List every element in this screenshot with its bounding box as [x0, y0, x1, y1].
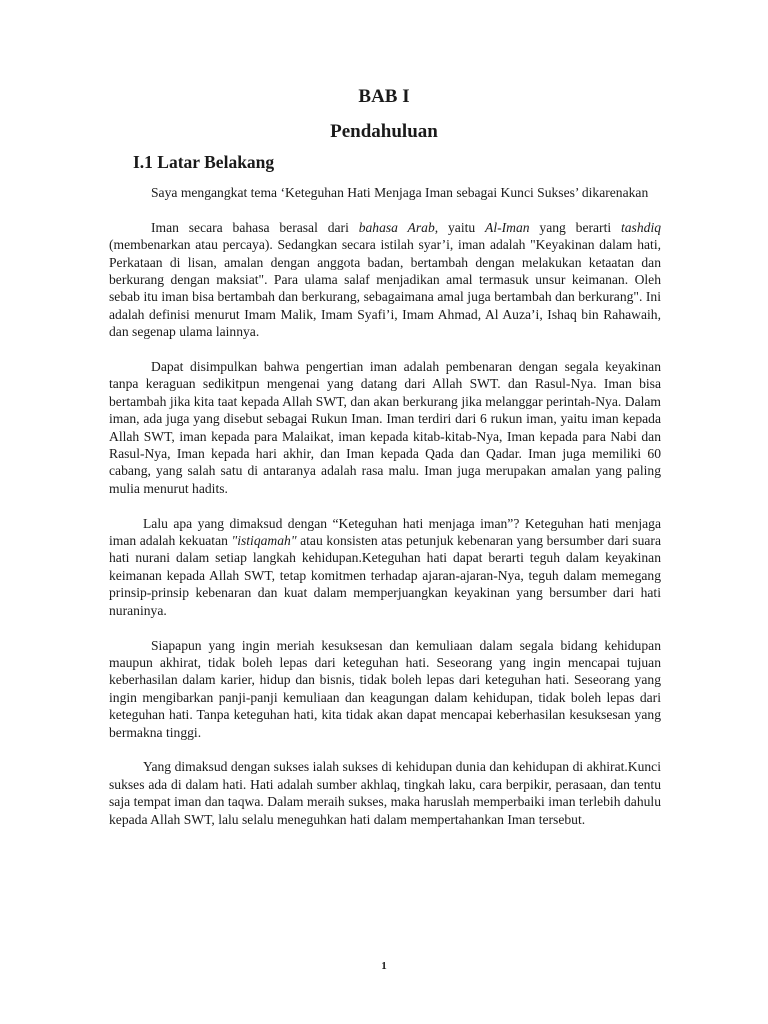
paragraph-4 [109, 515, 661, 619]
term-al-iman: Al-Iman [485, 219, 530, 235]
paragraph-2-text-c: , yaitu [434, 219, 486, 235]
paragraph-5: Siapapun yang ingin meriah kesuksesan dan kemuliaan dalam segala bidang kehidupan maupun akhirat, tidak boleh lepas dari keteguhan hati. Seseorang yang ingin mencapai tujuan keberhasilan dalam karier, hidup dan bisnis, tidak boleh lepas dari keteguhan hati. Seseorang yang ingin mengibarkan panji-panji kemuliaan dan keagungan dalam kehidupan, tidak boleh lepas dari keteguhan hati. Tanpa keteguhan hati, kita tidak akan dapat mencapai keberhasilan kesuksesan yang bermakna tinggi. [109, 637, 661, 740]
section-heading: I.1 Latar Belakang [133, 152, 275, 172]
paragraph-2-text-g: (membenarkan atau percaya). Sedangkan secara istilah syar’i, iman adalah "Keyakinan dalam hati, Perkataan di lisan, amalan dengan anggota badan, bertambah dengan melakukan ketaatan dan berkurang dengan maksiat". Para ulama salaf menjadikan amal termasuk unsur keimanan. Oleh sebab itu iman bisa bertambah dan berkurang, sebagaimana amal juga bertambah dan berkurang". Ini adalah definisi menurut Imam Malik, Imam Syafi’i, Imam Ahmad, Al Auza’i, Ishaq bin Rahawaih, dan segenap ulama lainnya. [109, 237, 661, 340]
body-text [109, 184, 661, 845]
paragraph-2-text-a: Iman secara bahasa berasal dari [151, 219, 359, 235]
paragraph-3: Dapat disimpulkan bahwa pengertian iman adalah pembenaran dengan segala keyakinan tanpa keraguan sedikitpun mengenai yang datang dari Allah SWT. dan Rasul-Nya. Iman bisa bertambah jika kita taat kepada Allah SWT, dan akan berkurang jika melanggar perintah-Nya. Dalam iman, ada juga yang disebut sebagai Rukun Iman. Iman terdiri dari 6 rukun iman, yaitu iman kepada Allah SWT, iman kepada para Malaikat, iman kepada kitab-kitab-Nya, Iman kepada para Nabi dan Rasul-Nya, Iman kepada hari akhir, dan Iman kepada Qada dan Qadar. Iman juga memiliki 60 cabang, yang salah satu di antaranya adalah rasa malu. Iman juga merupakan amalan yang paling mulia menurut hadits. [109, 359, 661, 496]
paragraph-6: Yang dimaksud dengan sukses ialah sukses di kehidupan dunia dan kehidupan di akhirat.Kunci sukses ada di dalam hati. Hati adalah sumber akhlaq, tingkah laku, cara berpikir, perasaan, dan tentu saja tempat iman dan taqwa. Dalam meraih sukses, maka haruslah memperbaiki iman terlebih dahulu kepada Allah SWT, lalu selalu meneguhkan hati dalam mempertahankan Iman tersebut. [109, 759, 661, 827]
term-tashdiq: tashdiq [620, 219, 662, 235]
term-bahasa-arab: bahasa Arab [358, 219, 435, 235]
page-number: 1 [381, 960, 387, 972]
chapter-title: Pendahuluan [330, 121, 438, 142]
paragraph-4-text-a: Lalu apa yang dimaksud dengan “Keteguhan hati menjaga iman”? Keteguhan hati menjaga iman adalah kekuatan [109, 515, 661, 549]
chapter-label: BAB I [358, 86, 410, 107]
paragraph-1: Saya mengangkat tema ‘Keteguhan Hati Menjaga Iman sebagai Kunci Sukses’ dikarenakan [151, 185, 649, 200]
paragraph-2 [109, 219, 661, 341]
paragraph-4-text-c: atau konsisten atas petunjuk kebenaran yang bersumber dari suara hati nurani dalam setiap langkah kehidupan.Keteguhan hati dapat berarti teguh dalam keyakinan keimanan kepada Allah SWT, tetap komitmen terhadap ajaran-ajaran-Nya, teguh dalam memegang prinsip-prinsip kebenaran dan kuat dalam memperjuangkan keyakinan yang bersumber dari hati nuraninya. [109, 533, 661, 618]
term-istiqamah: "istiqamah" [231, 533, 297, 549]
paragraph-2-text-e: yang berarti [529, 219, 621, 235]
